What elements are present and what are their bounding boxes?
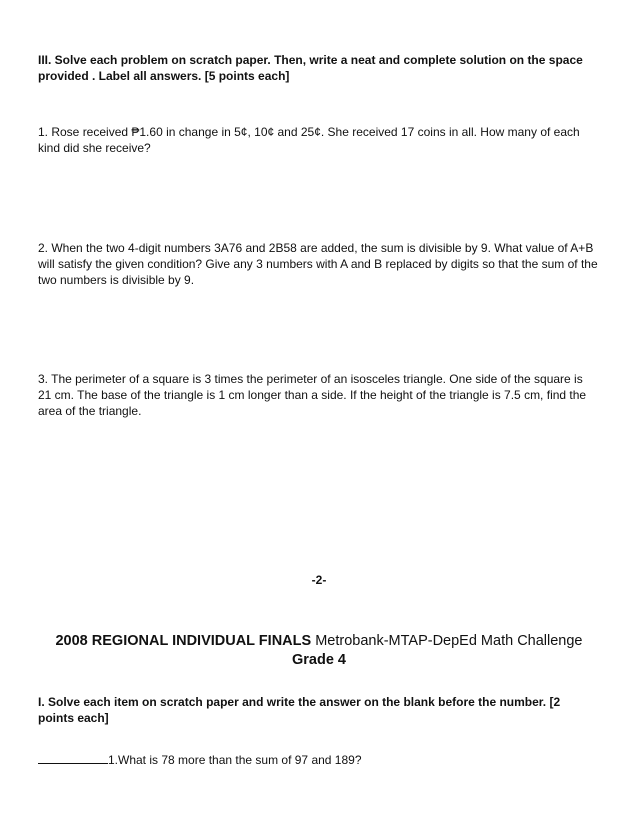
answer-blank[interactable] (38, 752, 108, 764)
problem-1: 1. Rose received ₱1.60 in change in 5¢, 10¢ and 25¢. She received 17 coins in all. How many of each kind did she receive? (38, 125, 580, 155)
title-normal: Metrobank-MTAP-DepEd Math Challenge (311, 633, 583, 649)
grade-label: Grade 4 (292, 652, 346, 668)
page-number: -2- (311, 573, 327, 587)
section1-instructions: I. Solve each item on scratch paper and write the answer on the blank before the number. [2 points each] (38, 695, 561, 725)
title-bold: 2008 REGIONAL INDIVIDUAL FINALS (55, 633, 312, 649)
problem-3: 3. The perimeter of a square is 3 times the perimeter of an isosceles triangle. One side of the square is 21 cm. The base of the triangle is 1 cm longer than a side. If the height of the triangle is 7.5 cm, find the area of the triangle. (38, 372, 587, 418)
item-1 (38, 752, 598, 768)
item-1-text: 1.What is 78 more than the sum of 97 and 189? (108, 753, 362, 767)
section3-instructions: III. Solve each problem on scratch paper. Then, write a neat and complete solution on the space provided . Label all answers. [5 points each] (38, 53, 583, 83)
problem-2: 2. When the two 4-digit numbers 3A76 and 2B58 are added, the sum is divisible by 9. What value of A+B will satisfy the given condition? Give any 3 numbers with A and B replaced by digits so that the sum of the two numbers is divisible by 9. (38, 241, 598, 287)
page-title (0, 632, 638, 651)
